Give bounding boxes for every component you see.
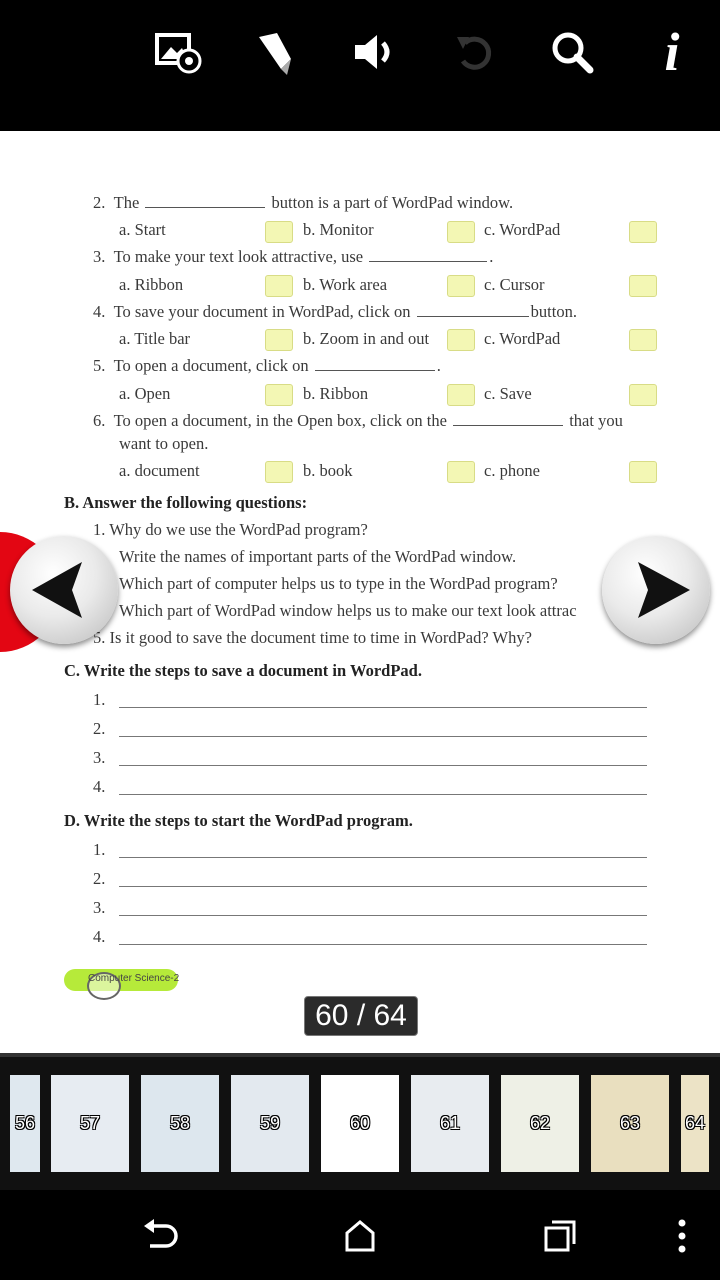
answer-box[interactable] bbox=[629, 329, 657, 351]
line-number: 4. bbox=[93, 777, 106, 796]
option-a: a. Ribbon bbox=[119, 275, 184, 294]
line-number: 4. bbox=[93, 927, 106, 946]
option-a: a. document bbox=[119, 461, 200, 480]
next-page-button[interactable] bbox=[602, 536, 710, 644]
answer-box[interactable] bbox=[447, 221, 475, 243]
line-number: 2. bbox=[93, 719, 106, 738]
question-4: 4. To save your document in WordPad, click on button. bbox=[93, 302, 577, 321]
answer-line[interactable] bbox=[119, 736, 647, 737]
option-c: c. phone bbox=[484, 461, 540, 480]
answer-box[interactable] bbox=[629, 221, 657, 243]
line-number: 1. bbox=[93, 840, 106, 859]
answer-line[interactable] bbox=[119, 765, 647, 766]
page-thumbnail[interactable]: 64 bbox=[681, 1075, 709, 1172]
answer-line[interactable] bbox=[119, 707, 647, 708]
page-thumbnail[interactable]: 63 bbox=[591, 1075, 669, 1172]
info-icon[interactable]: i bbox=[664, 22, 680, 82]
question-b2: Write the names of important parts of the WordPad window. bbox=[119, 547, 517, 566]
option-a: a. Open bbox=[119, 384, 171, 403]
question-b4: Which part of WordPad window helps us to make our text look attrac bbox=[119, 601, 577, 620]
arrow-right-icon bbox=[602, 536, 710, 644]
answer-box[interactable] bbox=[447, 329, 475, 351]
answer-box[interactable] bbox=[629, 275, 657, 297]
image-settings-icon[interactable] bbox=[148, 22, 208, 82]
line-number: 2. bbox=[93, 869, 106, 888]
undo-icon[interactable] bbox=[444, 22, 504, 82]
footer-badge bbox=[64, 969, 178, 991]
option-b: b. Work area bbox=[303, 275, 388, 294]
page-thumbnail-current[interactable]: 60 bbox=[321, 1075, 399, 1172]
section-d-heading: D. Write the steps to start the WordPad program. bbox=[64, 811, 413, 830]
overflow-menu-icon[interactable] bbox=[652, 1208, 712, 1264]
page-thumbnail[interactable]: 56 bbox=[10, 1075, 40, 1172]
answer-line[interactable] bbox=[119, 915, 647, 916]
thumbnail-strip[interactable] bbox=[0, 1053, 720, 1190]
option-a: a. Start bbox=[119, 220, 166, 239]
search-icon[interactable] bbox=[542, 22, 602, 82]
page-thumbnail[interactable]: 57 bbox=[51, 1075, 129, 1172]
answer-box[interactable] bbox=[265, 329, 293, 351]
page-thumbnail[interactable]: 59 bbox=[231, 1075, 309, 1172]
footer-label: Computer Science-2 bbox=[88, 973, 180, 984]
answer-box[interactable] bbox=[265, 275, 293, 297]
question-6: 6. To open a document, in the Open box, click on the that you bbox=[93, 411, 623, 430]
answer-line[interactable] bbox=[119, 857, 647, 858]
page-thumbnail[interactable]: 58 bbox=[141, 1075, 219, 1172]
answer-box[interactable] bbox=[265, 221, 293, 243]
recents-icon[interactable] bbox=[530, 1208, 590, 1264]
answer-line[interactable] bbox=[119, 794, 647, 795]
home-icon[interactable] bbox=[330, 1208, 390, 1264]
pencil-icon[interactable] bbox=[242, 22, 302, 82]
answer-line[interactable] bbox=[119, 944, 647, 945]
question-b3: Which part of computer helps us to type in the WordPad program? bbox=[119, 574, 558, 593]
page-thumbnail[interactable]: 61 bbox=[411, 1075, 489, 1172]
speaker-icon[interactable] bbox=[344, 22, 404, 82]
option-c: c. Save bbox=[484, 384, 532, 403]
page-thumbnail[interactable]: 62 bbox=[501, 1075, 579, 1172]
option-c: c. Cursor bbox=[484, 275, 545, 294]
answer-box[interactable] bbox=[629, 384, 657, 406]
answer-box[interactable] bbox=[265, 461, 293, 483]
question-b5: 5. Is it good to save the document time to time in WordPad? Why? bbox=[93, 628, 532, 647]
system-nav-bar bbox=[0, 1190, 720, 1280]
answer-box[interactable] bbox=[265, 384, 293, 406]
prev-page-button[interactable] bbox=[10, 536, 118, 644]
question-5: 5. To open a document, click on . bbox=[93, 356, 441, 375]
question-3: 3. To make your text look attractive, use . bbox=[93, 247, 494, 266]
line-number: 3. bbox=[93, 748, 106, 767]
answer-box[interactable] bbox=[447, 275, 475, 297]
line-number: 3. bbox=[93, 898, 106, 917]
top-toolbar bbox=[0, 0, 720, 131]
line-number: 1. bbox=[93, 690, 106, 709]
arrow-left-icon bbox=[10, 536, 118, 644]
section-c-heading: C. Write the steps to save a document in WordPad. bbox=[64, 661, 422, 680]
question-2: 2. The button is a part of WordPad window. bbox=[93, 193, 514, 212]
option-b: b. Ribbon bbox=[303, 384, 369, 403]
answer-box[interactable] bbox=[629, 461, 657, 483]
back-icon[interactable] bbox=[130, 1208, 190, 1264]
option-c: c. WordPad bbox=[484, 329, 561, 348]
answer-box[interactable] bbox=[447, 461, 475, 483]
option-b: b. book bbox=[303, 461, 353, 480]
question-b1: 1. Why do we use the WordPad program? bbox=[93, 520, 368, 539]
option-b: b. Zoom in and out bbox=[303, 329, 430, 348]
option-c: c. WordPad bbox=[484, 220, 561, 239]
answer-line[interactable] bbox=[119, 886, 647, 887]
question-6-line2: want to open. bbox=[119, 434, 209, 453]
option-b: b. Monitor bbox=[303, 220, 374, 239]
option-a: a. Title bar bbox=[119, 329, 191, 348]
section-b-heading: B. Answer the following questions: bbox=[64, 493, 308, 512]
answer-box[interactable] bbox=[447, 384, 475, 406]
page-counter: 60 / 64 bbox=[304, 996, 418, 1036]
